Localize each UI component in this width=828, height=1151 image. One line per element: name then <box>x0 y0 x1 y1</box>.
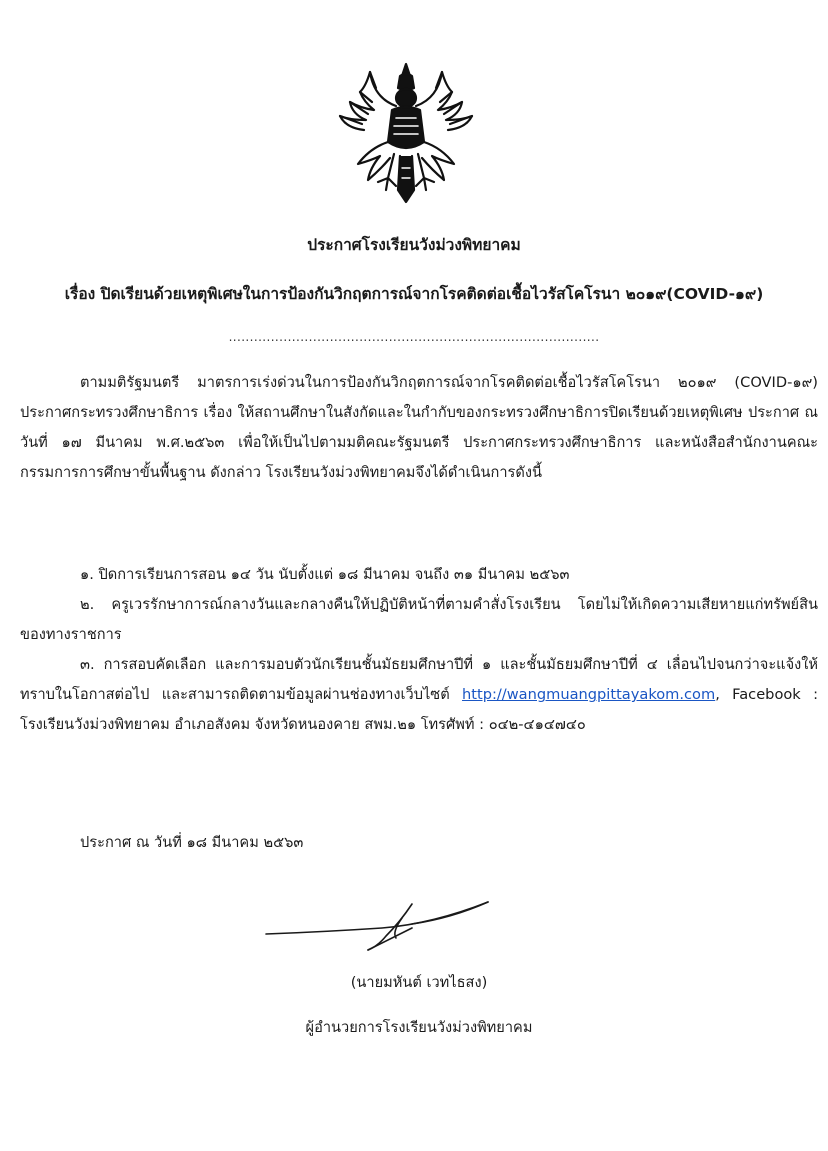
separator-dots: ........................................................................................ <box>228 330 600 344</box>
website-link[interactable]: http://wangmuangpittayakom.com <box>462 686 716 703</box>
list-item: ๒. ครูเวรรักษาการณ์กลางวันและกลางคืนให้ปฏิบัติหน้าที่ตามคำสั่งโรงเรียน โดยไม่ให้เกิดความเสียหายแก่ทรัพย์สินของทางราชการ <box>20 596 818 643</box>
handwritten-signature <box>262 898 494 954</box>
announcement-title: ประกาศโรงเรียนวังม่วงพิทยาคม <box>307 236 521 254</box>
list-item <box>20 650 818 740</box>
signatory-position: ผู้อำนวยการโรงเรียนวังม่วงพิทยาคม <box>305 1019 533 1036</box>
announcement-subject: เรื่อง ปิดเรียนด้วยเหตุพิเศษในการป้องกันวิกฤตการณ์จากโรคติดต่อเชื้อไวรัสโคโรนา ๒๐๑๙(COVID-๑๙) <box>64 285 764 303</box>
item3-text: ๓. การสอบคัดเลือก และการมอบตัวนักเรียนชั้นมัธยมศึกษาปีที่ ๑ และชั้นมัธยมศึกษาปีที่ ๔ เลื่อนไปจนกว่าจะแจ้งให้ทราบในโอกาสต่อไป และสามารถติดตามข้อมูลผ่านช่องทางเว็บไซต์ <box>20 656 818 703</box>
signatory-name: (นายมหันต์ เวทไธสง) <box>350 974 488 991</box>
item3-contact: , Facebook : โรงเรียนวังม่วงพิทยาคม อำเภอสังคม จังหวัดหนองคาย สพม.๒๑ โทรศัพท์ : ๐๔๒-๔๑๔๗๔๐ <box>20 686 818 733</box>
main-paragraph-block <box>20 368 818 488</box>
list-item: ๑. ปิดการเรียนการสอน ๑๔ วัน นับตั้งแต่ ๑๘ มีนาคม จนถึง ๓๑ มีนาคม ๒๕๖๓ <box>80 566 570 583</box>
measures-list <box>20 560 818 740</box>
main-paragraph: ตามมติรัฐมนตรี มาตรการเร่งด่วนในการป้องกันวิกฤตการณ์จากโรคติดต่อเชื้อไวรัสโคโรนา ๒๐๑๙ (COVID-๑๙) ประกาศกระทรวงศึกษาธิการ เรื่อง ให้สถานศึกษาในสังกัดและในกำกับของกระทรวงศึกษาธิการปิดเรียนด้วยเหตุพิเศษ ประกาศ ณ วันที่ ๑๗ มีนาคม พ.ศ.๒๕๖๓ เพื่อให้เป็นไปตามมติคณะรัฐมนตรี ประกาศกระทรวงศึกษาธิการ และหนังสือสำนักงานคณะกรรมการการศึกษาขั้นพื้นฐาน ดังกล่าว โรงเรียนวังม่วงพิทยาคมจึงได้ดำเนินการดังนี้ <box>20 374 818 481</box>
announcement-date: ประกาศ ณ วันที่ ๑๘ มีนาคม ๒๕๖๓ <box>80 834 304 851</box>
garuda-emblem-icon <box>330 58 482 208</box>
